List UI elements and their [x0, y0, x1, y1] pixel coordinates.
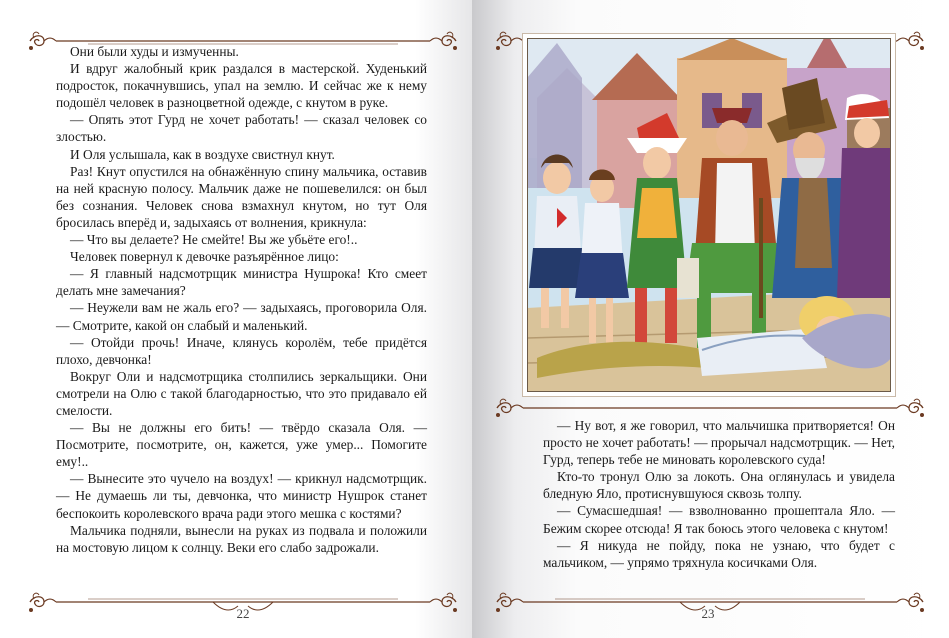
paragraph: Раз! Кнут опустился на обнажённую спину мальчика, оставив на ней красную полосу. Мальчик даже не пошевелился: он был без сознания. Человек снова взмахнул кнутом, но тут Оля бросилась вперёд и, задыхаясь от волнения, крикнула: — [56, 163, 427, 230]
paragraph: — Вы не должны его бить! — твёрдо сказала Оля. — Посмотрите, посмотрите, он, кажется, уже умер... Помогите ему!.. — [56, 420, 427, 470]
paragraph: — Ну вот, я же говорил, что мальчишка притворяется! Он просто не хочет работать! — прорычал надсмотрщик. — Нет, Гурд, теперь тебе не миновать королевского суда! — [543, 418, 895, 468]
right-page-text — [543, 417, 895, 571]
right-page-number: 23 — [701, 606, 715, 621]
paragraph: — Опять этот Гурд не хочет работать! — сказал человек со злостью. — [56, 112, 427, 145]
paragraph: — Что вы делаете? Не смейте! Вы же убьёте его!.. — [70, 232, 358, 248]
paragraph: — Неужели вам не жаль его? — задыхаясь, проговорила Оля. — Смотрите, какой он слабый и маленький. — [56, 300, 427, 333]
paragraph: Человек повернул к девочке разъярённое лицо: — [70, 249, 339, 265]
paragraph: Вокруг Оли и надсмотрщика столпились зеркальщики. Они смотрели на Олю с такой благодарностью, что это придавало ей смелости. — [56, 368, 427, 418]
paragraph: — Я никуда не пойду, пока не узнаю, что будет с мальчиком, — упрямо тряхнула косичками Оля. — [543, 537, 895, 570]
paragraph: И Оля услышала, как в воздухе свистнул кнут. — [70, 146, 335, 162]
paragraph: И вдруг жалобный крик раздался в мастерской. Худенький подросток, покачнувшись, упал на землю. И сейчас же к нему подошёл человек в разноцветной одежде, с кнутом в руке. — [56, 61, 427, 111]
paragraph: — Вынесите это чучело на воздух! — крикнул надсмотрщик. — Не думаешь ли ты, девчонка, что министр Нушрок станет беспокоить королевского врача ради этого мешка с костями? — [56, 471, 427, 521]
illustration-image — [527, 38, 891, 392]
paragraph: — Сумасшедшая! — взволнованно прошептала Яло. — Бежим скорее отсюда! Я так боюсь этого человека с кнутом! — [543, 503, 895, 536]
paragraph: Мальчика подняли, вынесли на руках из подвала и положили на мостовую лицом к солнцу. Веки его слабо задрожали. — [56, 522, 427, 555]
paragraph: — Я главный надсмотрщик министра Нушрока! Кто смеет делать мне замечания? — [56, 266, 427, 299]
paragraph: Кто-то тронул Олю за локоть. Она оглянулась и увидела бледную Яло, протиснувшуюся сквозь толпу. — [543, 469, 895, 502]
left-page-text — [56, 43, 427, 556]
paragraph: — Отойди прочь! Иначе, клянусь королём, тебе придётся плохо, девчонка! — [56, 334, 427, 367]
paragraph: Они были худы и измученны. — [70, 44, 239, 59]
left-page-number: 22 — [236, 606, 250, 621]
